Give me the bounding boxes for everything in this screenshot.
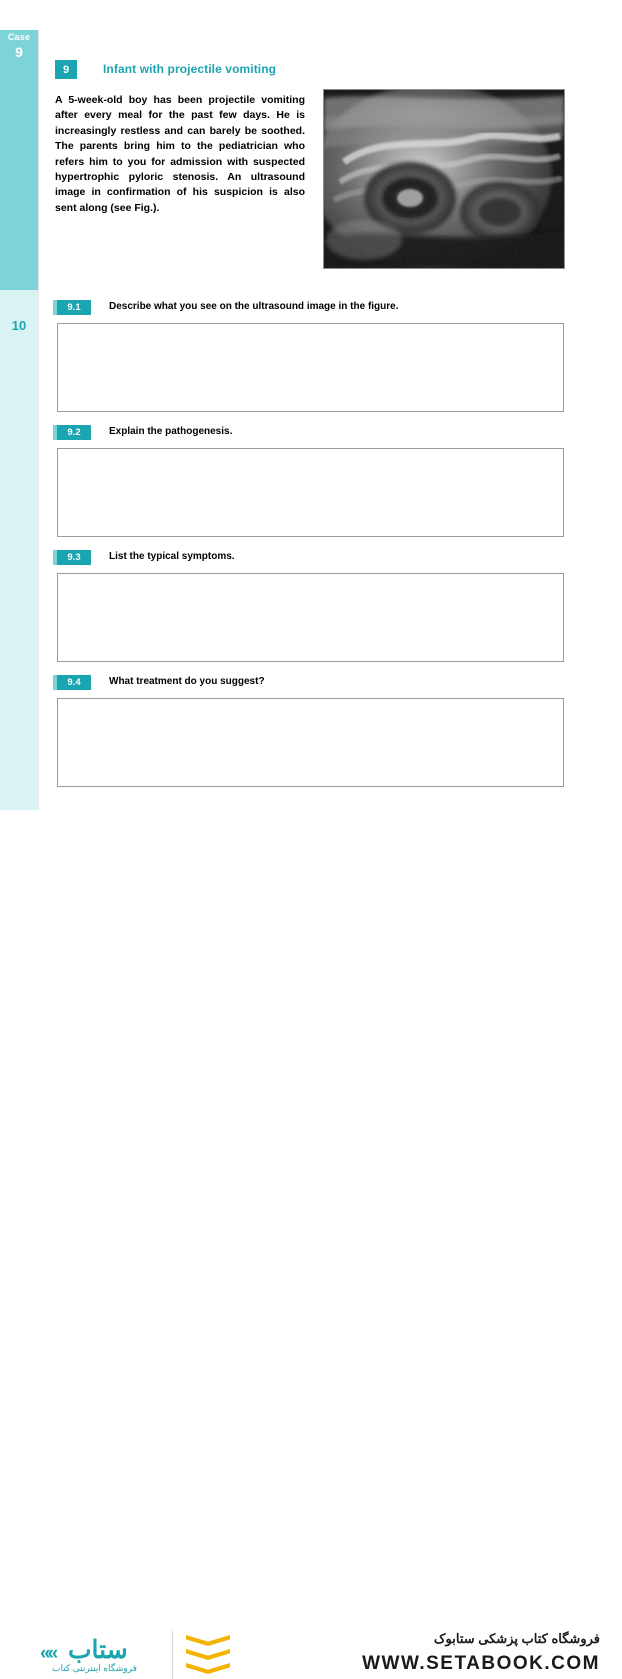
case-rail-lower	[0, 290, 38, 810]
question-number: 9.1	[57, 300, 91, 315]
case-rail	[0, 30, 38, 290]
page-number: 10	[11, 318, 27, 333]
rail-case-label: Case	[7, 32, 31, 42]
question-label-row	[57, 550, 527, 565]
case-header	[55, 60, 355, 79]
question-text: What treatment do you suggest?	[109, 676, 265, 687]
footer-divider	[172, 1631, 173, 1679]
answer-box[interactable]	[57, 448, 564, 537]
question-label-row	[57, 675, 527, 690]
case-badge: 9	[55, 60, 77, 79]
question-text: Explain the pathogenesis.	[109, 426, 233, 437]
question-number: 9.2	[57, 425, 91, 440]
question-text: List the typical symptoms.	[109, 551, 235, 562]
question-number: 9.3	[57, 550, 91, 565]
question-label-row	[57, 300, 527, 315]
setabook-logo[interactable]	[38, 1633, 163, 1679]
answer-box[interactable]	[57, 573, 564, 662]
footer-url[interactable]: WWW.SETABOOK.COM	[362, 1653, 600, 1674]
question-label-row	[57, 425, 527, 440]
rail-divider	[38, 30, 39, 810]
rail-case-number: 9	[15, 44, 23, 60]
chevron-left-icon: ««	[40, 1643, 56, 1664]
ultrasound-figure	[323, 89, 565, 269]
ultrasound-image-icon	[324, 90, 564, 268]
setabook-chevron-mark-icon	[186, 1635, 230, 1675]
footer-shop-text: فروشگاه کتاب پزشکی ستابوک	[433, 1631, 600, 1646]
logo-subtitle-text: فروشگاه اینترنتی کتاب	[52, 1663, 137, 1673]
answer-box[interactable]	[57, 698, 564, 787]
case-title: Infant with projectile vomiting	[103, 62, 277, 76]
answer-box[interactable]	[57, 323, 564, 412]
question-text: Describe what you see on the ultrasound image in the figure.	[109, 301, 399, 312]
page-footer	[0, 810, 622, 1674]
question-number: 9.4	[57, 675, 91, 690]
case-body-text: A 5-week-old boy has been projectile vomiting after every meal for the past few days. He is increasingly restless and can barely be soothed. The parents bring him to the pediatrician who refers him to you for admission with suspected hypertrophic pyloric stenosis. An ultrasound image in confirmation of his suspicion is also sent along (see Fig.).	[55, 94, 305, 214]
logo-brand-text: ستاب	[68, 1636, 128, 1664]
